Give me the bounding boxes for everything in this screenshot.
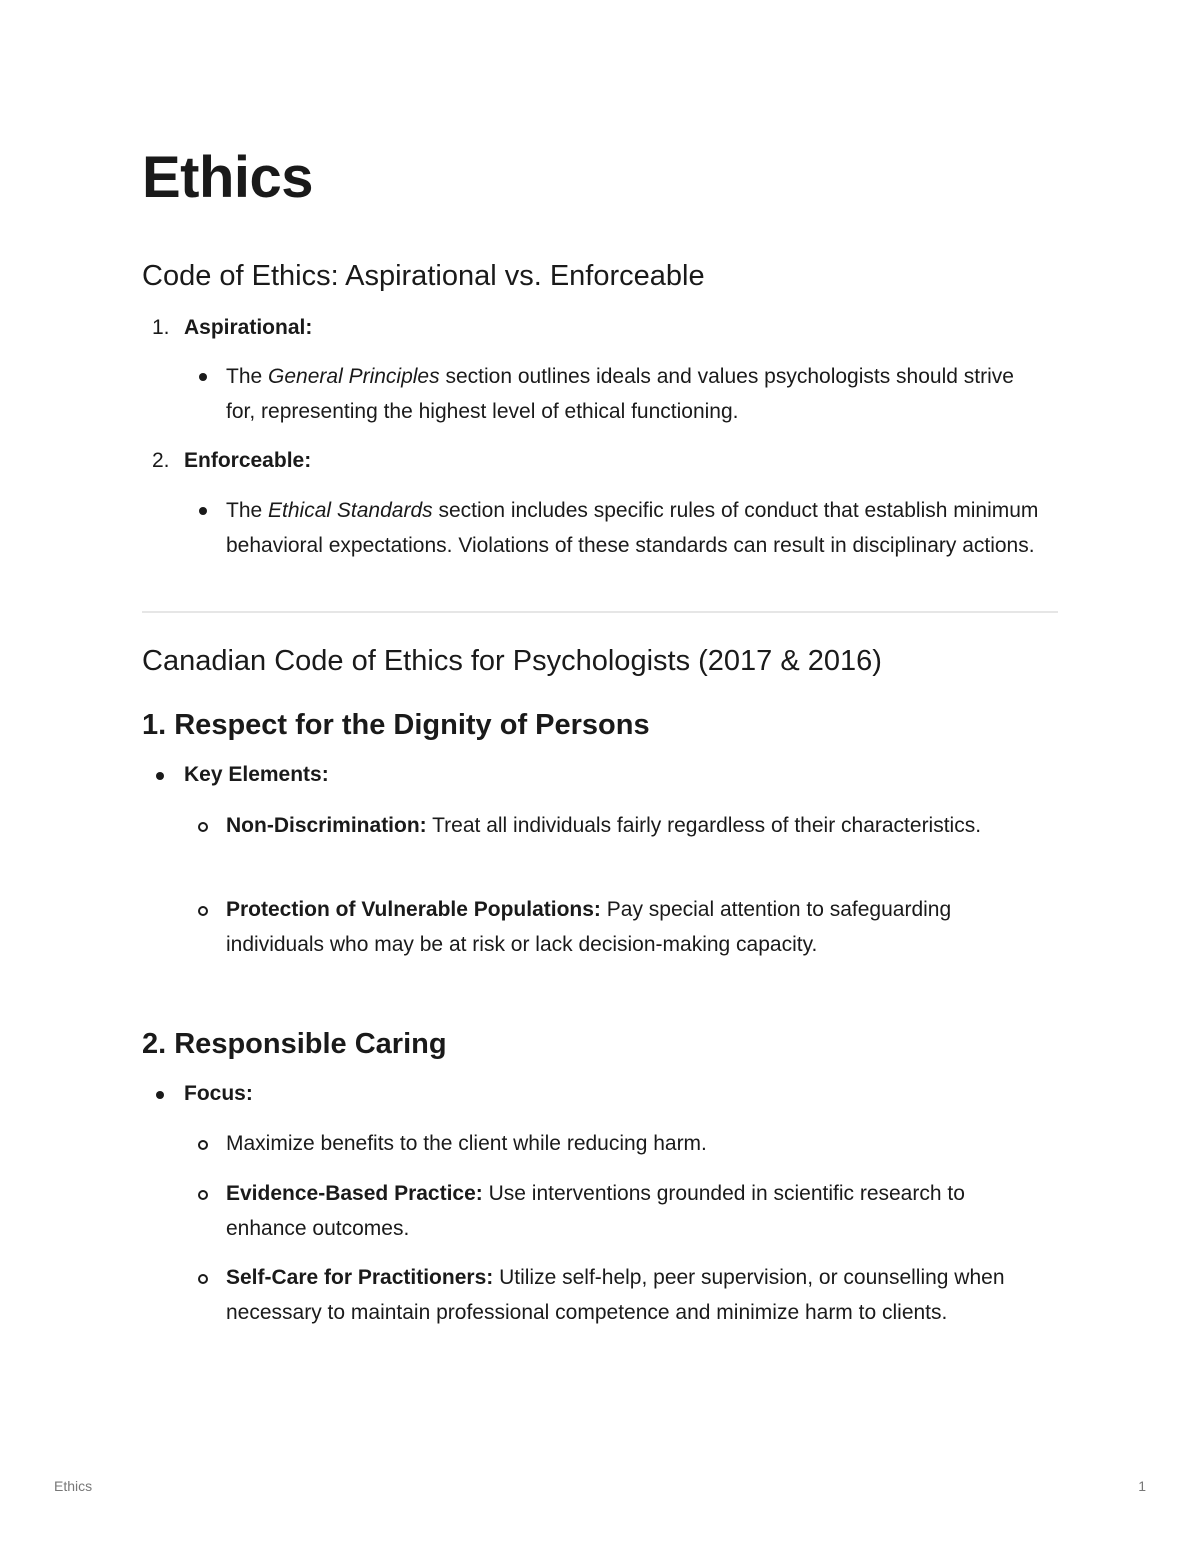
footer-document-title: Ethics (54, 1478, 93, 1494)
footer-page-number: 1 (1138, 1478, 1146, 1494)
item-label-enforceable: Enforceable: (184, 449, 312, 472)
principle-heading-dignity: 1. Respect for the Dignity of Persons (142, 709, 650, 741)
list-item: Evidence-Based Practice: Use interventions grounded in scientific research to enhance outcomes. (226, 1182, 965, 1240)
bullet-disc (199, 507, 207, 515)
list-item: Self-Care for Practitioners: Utilize self-help, peer supervision, or counselling when necessary to maintain professional competence and minimize harm to clients. (226, 1266, 1005, 1324)
list-item: The Ethical Standards section includes specific rules of conduct that establish minimum behavioral expectations. Violations of these standards can result in disciplinary actions. (226, 499, 1039, 557)
focus-label: Focus: (184, 1082, 253, 1105)
list-item: Non-Discrimination: Treat all individuals fairly regardless of their characteristics. (226, 814, 982, 837)
bullet-circle (198, 1274, 208, 1284)
principle-heading-responsible-caring: 2. Responsible Caring (142, 1028, 447, 1060)
list-item: Protection of Vulnerable Populations: Pay special attention to safeguarding individuals who may be at risk or lack decision-making capacity. (226, 898, 952, 956)
list-number: 2. (152, 449, 170, 472)
list-item: The General Principles section outlines ideals and values psychologists should strive for, representing the highest level of ethical functioning. (226, 365, 1014, 423)
divider (142, 611, 1058, 613)
bullet-disc (156, 1091, 164, 1099)
key-elements-label: Key Elements: (184, 763, 329, 786)
section-heading-canadian-code: Canadian Code of Ethics for Psychologists (2017 & 2016) (142, 645, 882, 677)
list-item: Maximize benefits to the client while reducing harm. (226, 1132, 707, 1155)
bullet-disc (156, 772, 164, 780)
item-label-aspirational: Aspirational: (184, 316, 313, 339)
bullet-circle (198, 1190, 208, 1200)
page-title: Ethics (142, 145, 314, 210)
bullet-circle (198, 1140, 208, 1150)
bullet-circle (198, 906, 208, 916)
bullet-circle (198, 822, 208, 832)
section-heading-code-of-ethics: Code of Ethics: Aspirational vs. Enforceable (142, 260, 705, 292)
bullet-disc (199, 373, 207, 381)
list-number: 1. (152, 316, 170, 339)
